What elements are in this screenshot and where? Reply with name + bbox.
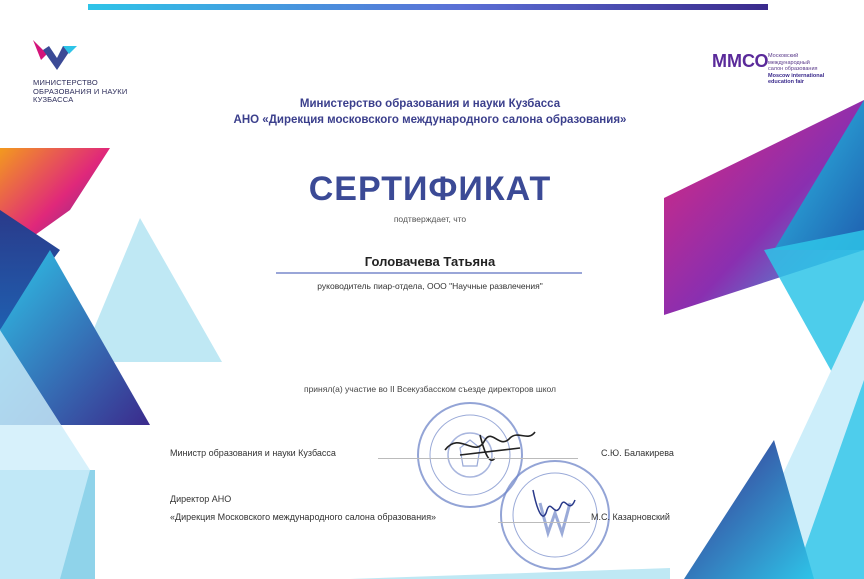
ministry-logo-line1: МИНИСТЕРСТВО	[33, 78, 98, 87]
mmso-logo-mark: ММСО	[712, 51, 769, 71]
mmso-ru-line2: международный	[768, 59, 810, 66]
certificate-title: СЕРТИФИКАТ	[308, 170, 552, 208]
mmso-ru-line1: Московский	[768, 53, 799, 59]
recipient-name: Головачева Татьяна	[364, 254, 496, 269]
confirms-text: подтверждает, что	[393, 214, 467, 224]
signatory2-title-line2: «Дирекция Московского международного салона образования»	[170, 512, 437, 522]
header-line1: Министерство образования и науки Кузбасса	[299, 98, 561, 110]
mmso-ru-line3: салон образования	[768, 66, 818, 72]
participation-text: принял(а) участие во II Всекузбасском съезде директоров школ	[303, 384, 557, 394]
signatory2-line	[498, 522, 590, 523]
header-line2: АНО «Дирекция московского международного салона образования»	[233, 114, 627, 126]
right-decor-triangles	[664, 0, 864, 579]
mmso-en-line1: Moscow international	[768, 72, 825, 79]
name-underline	[276, 272, 582, 274]
ministry-logo-line3: КУЗБАССА	[33, 95, 74, 104]
recipient-position: руководитель пиар-отдела, ООО "Научные развлечения"	[317, 281, 543, 291]
signatory2-name: М.С. Казарновский	[591, 512, 670, 522]
ministry-logo-line2: ОБРАЗОВАНИЯ И НАУКИ	[33, 86, 128, 96]
mmso-logo-text	[768, 53, 848, 86]
mmso-en-line2: education fair	[768, 79, 805, 85]
signatory1-line	[378, 458, 578, 459]
signatory1-name: С.Ю. Балакирева	[601, 448, 674, 458]
signatory1-title: Министр образования и науки Кузбасса	[170, 448, 336, 458]
ministry-logo-icon	[33, 40, 81, 74]
ministry-logo-text	[33, 79, 127, 105]
signatory2-title-line1: Директор АНО	[170, 494, 232, 504]
